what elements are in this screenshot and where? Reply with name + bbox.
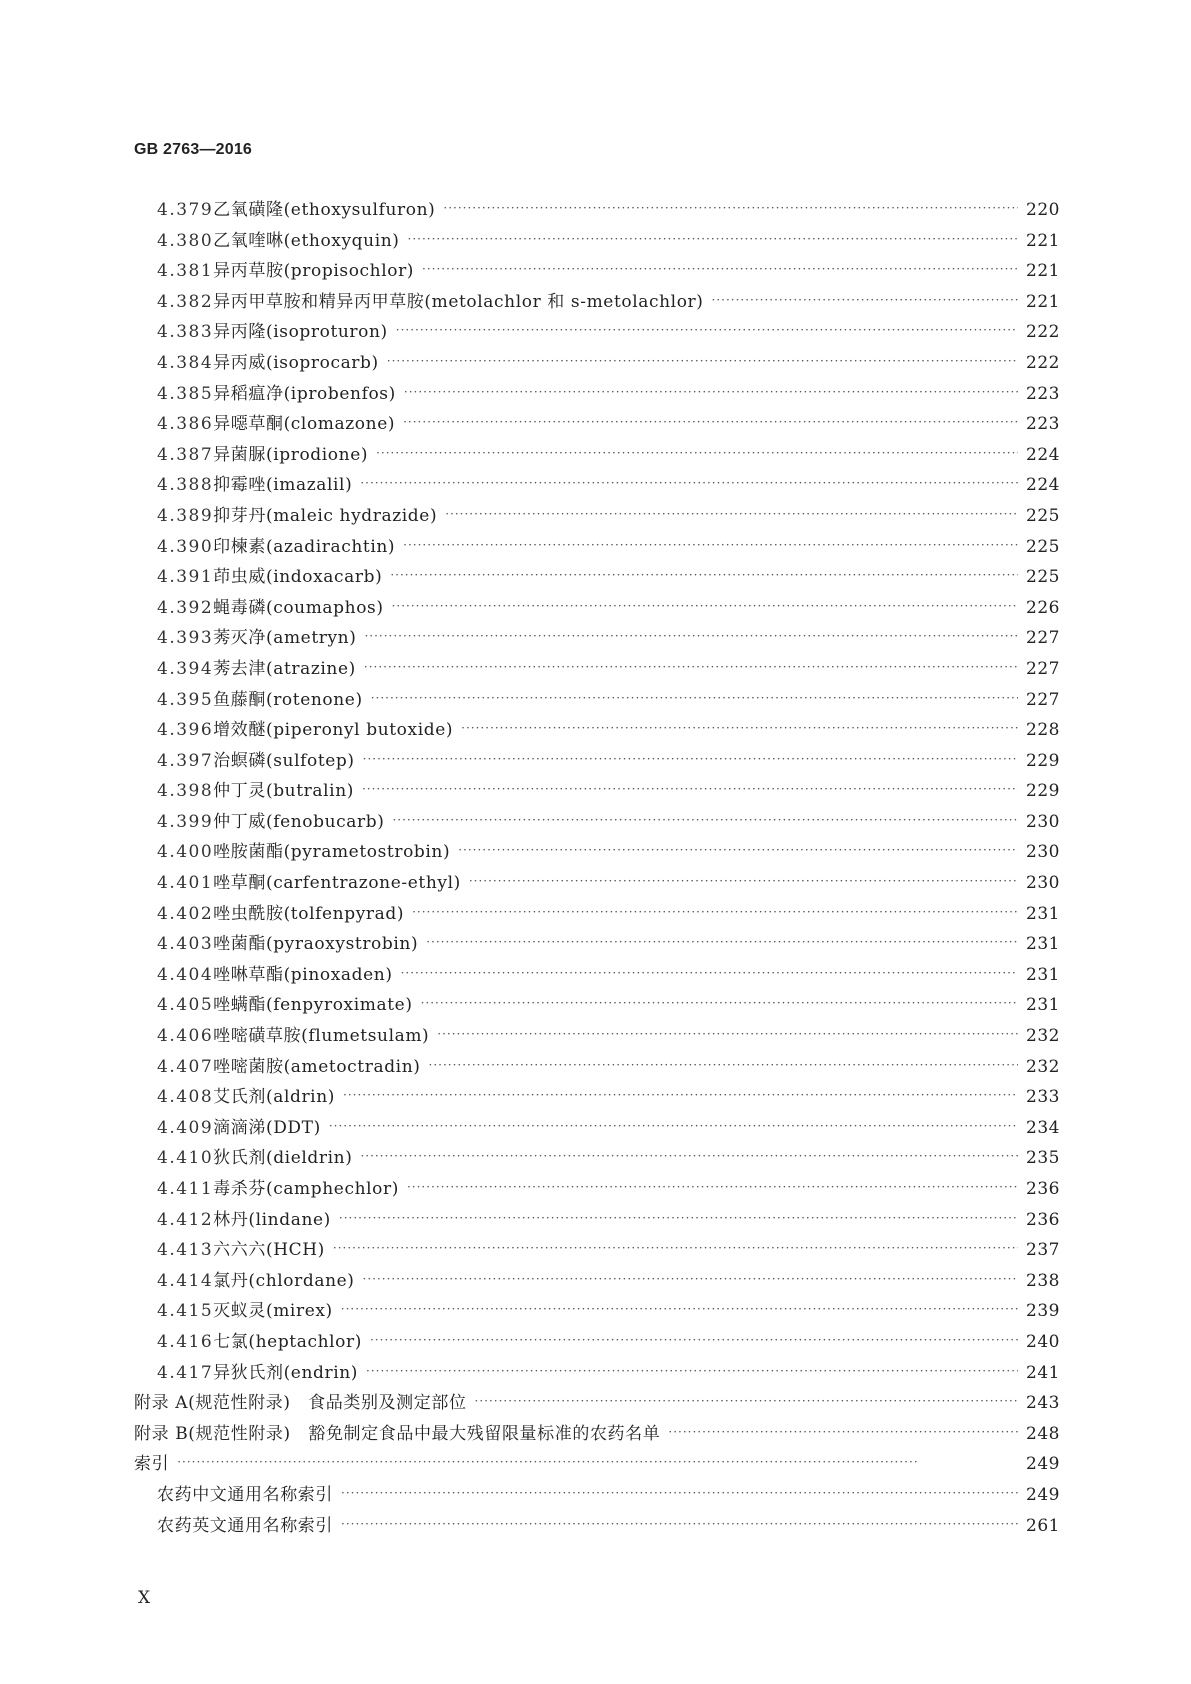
toc-entry-page: 227 [1026,658,1060,679]
toc-entry-title: 唑嘧菌胺(ametoctradin) [213,1056,421,1077]
toc-appendix-a[interactable] [134,1388,1060,1419]
toc-entry-number: 4.389 [157,505,214,526]
document-code: GB 2763—2016 [134,141,253,158]
toc-dot-leader [392,591,1018,622]
toc-entry-number: 4.390 [157,536,214,557]
toc-entry-title: 唑嘧磺草胺(flumetsulam) [213,1026,430,1047]
toc-entry-page: 222 [1026,352,1060,373]
toc-entry-page: 231 [1026,964,1060,985]
toc-dot-leader [422,254,1018,285]
toc-index-english-title: 农药英文通用名称索引 [157,1515,333,1536]
toc-entry-number: 4.409 [157,1117,214,1138]
toc-entry-title: 抑芽丹(maleic hydrazide) [213,505,438,526]
toc-entry-page: 239 [1026,1301,1060,1322]
toc-entry[interactable] [134,195,1060,226]
toc-dot-leader [362,774,1018,805]
toc-entry[interactable] [134,256,1060,287]
toc-dot-leader [333,1233,1018,1264]
toc-entry-title: 异狄氏剂(endrin) [213,1362,359,1383]
toc-entry-page: 238 [1026,1270,1060,1291]
toc-entry-title: 唑虫酰胺(tolfenpyrad) [213,903,405,924]
toc-entry-page: 225 [1026,536,1060,557]
toc-entry-page: 237 [1026,1240,1060,1261]
toc-entry[interactable] [134,654,1060,685]
toc-entry[interactable] [134,1296,1060,1327]
toc-entry[interactable] [134,868,1060,899]
toc-index-chinese[interactable] [134,1480,1060,1511]
toc-entry-title: 异稻瘟净(iprobenfos) [213,383,396,404]
toc-entry-number: 4.413 [157,1240,214,1261]
toc-entry-number: 4.414 [157,1270,214,1291]
toc-entry-number: 4.403 [157,934,214,955]
toc-entry[interactable] [134,715,1060,746]
toc-entry-title: 仲丁灵(butralin) [213,781,354,802]
toc-entry-title: 异丙甲草胺和精异丙甲草胺(metolachlor 和 s-metolachlor) [213,291,704,312]
toc-entry[interactable] [134,899,1060,930]
toc-dot-leader [461,713,1018,744]
toc-entry-page: 220 [1026,200,1060,220]
toc-entry-page: 225 [1026,505,1060,526]
toc-entry-number: 4.393 [157,628,214,649]
toc-entry-number: 4.410 [157,1148,214,1169]
toc-appendix-b-title: 附录 B(规范性附录) 豁免制定食品中最大残留限量标准的农药名单 [134,1423,661,1444]
toc-dot-leader [429,1050,1018,1081]
toc-entry[interactable] [134,1143,1060,1174]
toc-dot-leader [426,927,1018,958]
toc-entry[interactable] [134,1205,1060,1236]
toc-entry-title: 仲丁威(fenobucarb) [213,811,385,832]
table-of-contents [134,195,1060,1541]
toc-entry-page: 230 [1026,811,1060,832]
toc-entry-page: 229 [1026,750,1060,771]
toc-entry[interactable] [134,470,1060,501]
toc-entry-page: 233 [1026,1087,1060,1108]
toc-dot-leader [390,560,1018,591]
toc-entry[interactable] [134,1082,1060,1113]
toc-appendix-a-title: 附录 A(规范性附录) 食品类别及测定部位 [134,1393,467,1414]
toc-entry[interactable] [134,929,1060,960]
toc-entry-title: 唑草酮(carfentrazone-ethyl) [213,873,461,894]
toc-entry-number: 4.385 [157,383,214,404]
toc-entry-page: 236 [1026,1179,1060,1199]
toc-dot-leader [387,346,1018,377]
toc-entry[interactable] [134,1174,1060,1205]
toc-entry-page: 222 [1026,322,1060,343]
toc-entry-page: 227 [1026,628,1060,649]
toc-dot-leader [403,530,1018,561]
toc-dot-leader [341,1509,1018,1540]
toc-index-page: 249 [1026,1454,1060,1475]
toc-entry-title: 乙氧磺隆(ethoxysulfuron) [213,200,436,220]
toc-entry-title: 蝇毒磷(coumaphos) [213,597,384,618]
toc-entry-number: 4.387 [157,444,214,465]
toc-index-chinese-page: 249 [1026,1484,1060,1505]
toc-dot-leader [407,1172,1018,1203]
toc-index-english[interactable] [134,1511,1060,1542]
toc-entry-number: 4.383 [157,322,214,343]
toc-entry-title: 异菌脲(iprodione) [213,444,369,465]
toc-entry[interactable] [134,317,1060,348]
toc-entry[interactable] [134,837,1060,868]
toc-entry-title: 毒杀芬(camphechlor) [213,1179,399,1199]
toc-entry-title: 抑霉唑(imazalil) [213,475,353,496]
toc-dot-leader [364,652,1018,683]
toc-entry-page: 223 [1026,414,1060,435]
toc-entry-number: 4.381 [157,261,214,282]
toc-entry-title: 莠灭净(ametryn) [213,628,357,649]
toc-entry-number: 4.391 [157,567,214,588]
toc-entry-title: 灭蚁灵(mirex) [213,1301,333,1322]
toc-entry-title: 唑胺菌酯(pyrametostrobin) [213,842,451,863]
toc-entry[interactable] [134,1052,1060,1083]
toc-entry-title: 唑螨酯(fenpyroximate) [213,995,413,1016]
toc-entry-number: 4.380 [157,230,214,251]
toc-entry-number: 4.382 [157,291,214,312]
toc-dot-leader [443,193,1018,224]
toc-appendix-a-page: 243 [1026,1393,1060,1414]
toc-entry-number: 4.379 [157,200,214,220]
toc-entry[interactable] [134,226,1060,257]
toc-entry[interactable] [134,1358,1060,1389]
toc-entry-number: 4.398 [157,781,214,802]
toc-entry-page: 228 [1026,720,1060,741]
toc-dot-leader [339,1203,1018,1234]
toc-entry-number: 4.397 [157,750,214,771]
toc-entry-page: 241 [1026,1362,1060,1383]
toc-entry[interactable] [134,1021,1060,1052]
toc-entry-number: 4.415 [157,1301,214,1322]
toc-entry-title: 唑啉草酯(pinoxaden) [213,964,393,985]
toc-dot-leader [445,499,1018,530]
toc-dot-leader [366,1356,1018,1387]
toc-dot-leader [341,1294,1018,1325]
toc-entry-title: 乙氧喹啉(ethoxyquin) [213,230,400,251]
toc-dot-leader [329,1111,1018,1142]
toc-entry[interactable] [134,1235,1060,1266]
toc-entry-page: 232 [1026,1056,1060,1077]
toc-entry-page: 224 [1026,444,1060,465]
toc-dot-leader [396,315,1018,346]
toc-entry-page: 221 [1026,291,1060,312]
toc-dot-leader [360,468,1018,499]
toc-index[interactable] [134,1449,1060,1480]
toc-entry-number: 4.408 [157,1087,214,1108]
toc-entry[interactable] [134,562,1060,593]
toc-entry-title: 鱼藤酮(rotenone) [213,689,363,710]
toc-entry-page: 225 [1026,567,1060,588]
toc-entry-number: 4.396 [157,720,214,741]
toc-dot-leader [408,224,1018,255]
toc-entry-page: 223 [1026,383,1060,404]
toc-entry[interactable] [134,348,1060,379]
toc-entry-title: 滴滴涕(DDT) [213,1117,321,1138]
toc-entry[interactable] [134,409,1060,440]
toc-entry-title: 异噁草酮(clomazone) [213,414,396,435]
toc-entry-page: 227 [1026,689,1060,710]
toc-entry[interactable] [134,623,1060,654]
toc-entry-page: 234 [1026,1117,1060,1138]
toc-dot-leader [475,1386,1018,1417]
toc-appendix-b-page: 248 [1026,1423,1060,1444]
toc-entry-page: 229 [1026,781,1060,802]
toc-entry-number: 4.400 [157,842,214,863]
page-number: X [138,1588,152,1608]
toc-entry-number: 4.411 [157,1179,214,1199]
toc-entry-page: 226 [1026,597,1060,618]
toc-dot-leader [469,866,1018,897]
toc-entry[interactable] [134,379,1060,410]
toc-entry-page: 232 [1026,1026,1060,1047]
toc-dot-leader [363,1264,1018,1295]
toc-entry-title: 异丙草胺(propisochlor) [213,261,415,282]
toc-dot-leader [412,897,1018,928]
toc-entry[interactable] [134,287,1060,318]
toc-entry-title: 林丹(lindane) [213,1209,331,1230]
toc-entry[interactable] [134,440,1060,471]
toc-dot-leader [401,958,1018,989]
toc-entry-number: 4.404 [157,964,214,985]
toc-entry-number: 4.401 [157,873,214,894]
toc-entry[interactable] [134,532,1060,563]
toc-appendix-b[interactable] [134,1419,1060,1450]
toc-dot-leader [370,1325,1018,1356]
toc-entry-title: 狄氏剂(dieldrin) [213,1148,353,1169]
toc-entry[interactable] [134,501,1060,532]
toc-entry-title: 唑菌酯(pyraoxystrobin) [213,934,419,955]
toc-entry-page: 230 [1026,842,1060,863]
toc-dot-leader [177,1447,1018,1478]
toc-entry-title: 印楝素(azadirachtin) [213,536,396,557]
toc-entry-title: 莠去津(atrazine) [213,658,356,679]
toc-entry-number: 4.402 [157,903,214,924]
toc-dot-leader [376,438,1018,469]
toc-dot-leader [404,377,1018,408]
toc-dot-leader [360,1141,1018,1172]
toc-entry-page: 230 [1026,873,1060,894]
toc-entry-number: 4.392 [157,597,214,618]
toc-entry-number: 4.416 [157,1331,214,1352]
toc-entry[interactable] [134,990,1060,1021]
toc-dot-leader [458,835,1018,866]
toc-entry-page: 231 [1026,934,1060,955]
toc-entry-title: 茚虫威(indoxacarb) [213,567,383,588]
toc-entry-page: 240 [1026,1331,1060,1352]
toc-entry-number: 4.394 [157,658,214,679]
toc-entry-number: 4.405 [157,995,214,1016]
toc-entry[interactable] [134,776,1060,807]
toc-entry-number: 4.395 [157,689,214,710]
toc-entry-number: 4.412 [157,1209,214,1230]
toc-entry-title: 异丙隆(isoproturon) [213,322,388,343]
toc-entry-page: 231 [1026,995,1060,1016]
toc-dot-leader [668,1417,1018,1448]
toc-entry[interactable] [134,1327,1060,1358]
toc-dot-leader [437,1019,1018,1050]
toc-entry-number: 4.417 [157,1362,214,1383]
toc-dot-leader [343,1080,1018,1111]
toc-index-chinese-title: 农药中文通用名称索引 [157,1484,333,1505]
toc-entry-title: 增效醚(piperonyl butoxide) [213,720,454,741]
toc-dot-leader [392,805,1018,836]
toc-entry-page: 221 [1026,261,1060,282]
toc-entry[interactable] [134,1113,1060,1144]
toc-dot-leader [341,1478,1018,1509]
toc-index-english-page: 261 [1026,1515,1060,1536]
toc-dot-leader [371,683,1018,714]
toc-entry[interactable] [134,593,1060,624]
toc-dot-leader [421,988,1018,1019]
toc-entry-title: 七氯(heptachlor) [213,1331,362,1352]
toc-entry-number: 4.384 [157,352,214,373]
toc-entry-page: 221 [1026,230,1060,251]
toc-entry-number: 4.388 [157,475,214,496]
toc-entry-title: 氯丹(chlordane) [213,1270,355,1291]
toc-entry-number: 4.407 [157,1056,214,1077]
toc-entry-page: 231 [1026,903,1060,924]
toc-entry-number: 4.386 [157,414,214,435]
toc-dot-leader [712,285,1019,316]
toc-entry[interactable] [134,807,1060,838]
toc-entry-title: 六六六(HCH) [213,1240,325,1261]
toc-entry-page: 224 [1026,475,1060,496]
toc-entry-page: 235 [1026,1148,1060,1169]
toc-dot-leader [403,407,1018,438]
toc-entry[interactable] [134,746,1060,777]
toc-dot-leader [364,621,1018,652]
toc-entry-title: 艾氏剂(aldrin) [213,1087,336,1108]
toc-entry-page: 236 [1026,1209,1060,1230]
toc-dot-leader [363,744,1018,775]
toc-entry[interactable] [134,1266,1060,1297]
toc-entry[interactable] [134,960,1060,991]
toc-index-title: 索引 [134,1454,170,1475]
toc-entry-number: 4.406 [157,1026,214,1047]
toc-entry-number: 4.399 [157,811,214,832]
toc-entry-title: 治螟磷(sulfotep) [213,750,355,771]
toc-entry[interactable] [134,685,1060,716]
toc-entry-title: 异丙威(isoprocarb) [213,352,379,373]
